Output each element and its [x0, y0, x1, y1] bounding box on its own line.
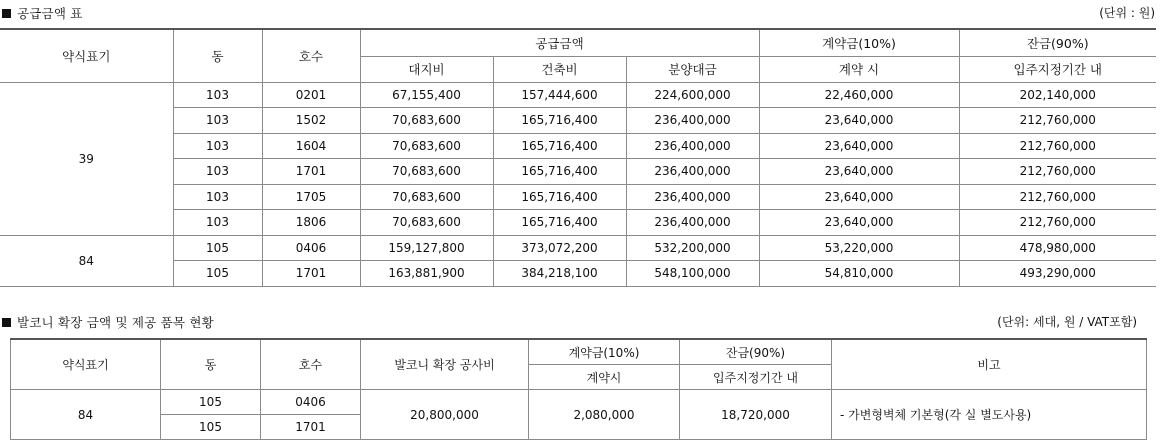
table-row [0, 261, 1156, 287]
balcony-header-balance: 잔금(90%) [680, 339, 832, 365]
balcony-header-deposit: 계약금(10%) [529, 339, 680, 365]
balcony-cost-cell: 20,800,000 [361, 390, 529, 440]
table-row [0, 159, 1156, 185]
supply-price-table [0, 28, 1156, 287]
balance-cell: 202,140,000 [959, 82, 1156, 108]
balcony-header-dong: 동 [161, 339, 261, 390]
balcony-header-ho: 호수 [261, 339, 361, 390]
dong-cell: 103 [173, 108, 262, 134]
balance-cell: 212,760,000 [959, 108, 1156, 134]
header-building-cost: 건축비 [493, 57, 626, 83]
land-cell: 163,881,900 [360, 261, 493, 287]
header-supply-price: 공급금액 [360, 29, 759, 57]
ho-cell: 1806 [262, 210, 360, 236]
sale-cell: 236,400,000 [626, 108, 759, 134]
sale-cell: 236,400,000 [626, 184, 759, 210]
table-row [11, 390, 1147, 415]
balance-cell: 212,760,000 [959, 159, 1156, 185]
ho-cell: 0406 [262, 235, 360, 261]
balcony-section-title [2, 313, 214, 331]
balcony-note-cell: - 가변형벽체 기본형(각 실 별도사용) [832, 390, 1147, 440]
balance-cell: 212,760,000 [959, 184, 1156, 210]
deposit-cell: 23,640,000 [759, 210, 959, 236]
land-cell: 70,683,600 [360, 108, 493, 134]
header-dong: 동 [173, 29, 262, 82]
sale-cell: 548,100,000 [626, 261, 759, 287]
table-row [0, 82, 1156, 108]
dong-cell: 103 [173, 82, 262, 108]
ho-cell: 1701 [262, 159, 360, 185]
header-land-cost: 대지비 [360, 57, 493, 83]
balcony-header-note: 비고 [832, 339, 1147, 390]
building-cell: 165,716,400 [493, 159, 626, 185]
ho-cell: 0201 [262, 82, 360, 108]
balcony-dong-cell: 105 [161, 415, 261, 440]
table-row [0, 210, 1156, 236]
ho-cell: 1604 [262, 133, 360, 159]
balance-cell: 478,980,000 [959, 235, 1156, 261]
dong-cell: 103 [173, 184, 262, 210]
land-cell: 67,155,400 [360, 82, 493, 108]
ho-cell: 1502 [262, 108, 360, 134]
dong-cell: 103 [173, 210, 262, 236]
sale-cell: 236,400,000 [626, 210, 759, 236]
balcony-table [10, 338, 1147, 440]
header-sale-price: 분양대금 [626, 57, 759, 83]
header-ho: 호수 [262, 29, 360, 82]
deposit-cell: 23,640,000 [759, 184, 959, 210]
table-row [0, 235, 1156, 261]
balcony-title-text: 발코니 확장 금액 및 제공 품목 현황 [17, 315, 214, 330]
building-cell: 165,716,400 [493, 184, 626, 210]
sale-cell: 532,200,000 [626, 235, 759, 261]
balance-cell: 493,290,000 [959, 261, 1156, 287]
balcony-header-type: 약식표기 [11, 339, 161, 390]
balcony-header-cost: 발코니 확장 공사비 [361, 339, 529, 390]
building-cell: 165,716,400 [493, 108, 626, 134]
balance-cell: 212,760,000 [959, 210, 1156, 236]
deposit-cell: 53,220,000 [759, 235, 959, 261]
land-cell: 70,683,600 [360, 159, 493, 185]
header-type: 약식표기 [0, 29, 173, 82]
sale-cell: 236,400,000 [626, 159, 759, 185]
dong-cell: 105 [173, 261, 262, 287]
building-cell: 165,716,400 [493, 210, 626, 236]
supply-price-title-text: 공급금액 표 [17, 6, 83, 21]
header-balance-timing: 입주지정기간 내 [959, 57, 1156, 83]
dong-cell: 105 [173, 235, 262, 261]
table-row [0, 133, 1156, 159]
black-square-bullet-icon [2, 9, 11, 18]
supply-price-unit-label: (단위 : 원) [1099, 6, 1155, 20]
land-cell: 70,683,600 [360, 210, 493, 236]
header-deposit-timing: 계약 시 [759, 57, 959, 83]
land-cell: 70,683,600 [360, 133, 493, 159]
deposit-cell: 23,640,000 [759, 159, 959, 185]
deposit-cell: 23,640,000 [759, 108, 959, 134]
dong-cell: 103 [173, 159, 262, 185]
building-cell: 157,444,600 [493, 82, 626, 108]
type-cell: 39 [0, 82, 173, 235]
balcony-ho-cell: 1701 [261, 415, 361, 440]
dong-cell: 103 [173, 133, 262, 159]
balcony-header-deposit-timing: 계약시 [529, 365, 680, 390]
black-square-bullet-icon [2, 318, 11, 327]
balance-cell: 212,760,000 [959, 133, 1156, 159]
deposit-cell: 22,460,000 [759, 82, 959, 108]
balcony-unit-label: (단위: 세대, 원 / VAT포함) [997, 315, 1137, 329]
land-cell: 70,683,600 [360, 184, 493, 210]
deposit-cell: 54,810,000 [759, 261, 959, 287]
building-cell: 165,716,400 [493, 133, 626, 159]
ho-cell: 1701 [262, 261, 360, 287]
land-cell: 159,127,800 [360, 235, 493, 261]
balcony-balance-cell: 18,720,000 [680, 390, 832, 440]
balcony-deposit-cell: 2,080,000 [529, 390, 680, 440]
deposit-cell: 23,640,000 [759, 133, 959, 159]
building-cell: 373,072,200 [493, 235, 626, 261]
balcony-ho-cell: 0406 [261, 390, 361, 415]
table-row [0, 184, 1156, 210]
header-deposit: 계약금(10%) [759, 29, 959, 57]
sale-cell: 236,400,000 [626, 133, 759, 159]
supply-price-section-title [2, 4, 83, 22]
ho-cell: 1705 [262, 184, 360, 210]
building-cell: 384,218,100 [493, 261, 626, 287]
balcony-dong-cell: 105 [161, 390, 261, 415]
table-row [0, 108, 1156, 134]
balcony-type-cell: 84 [11, 390, 161, 440]
type-cell: 84 [0, 235, 173, 286]
header-balance: 잔금(90%) [959, 29, 1156, 57]
sale-cell: 224,600,000 [626, 82, 759, 108]
balcony-header-balance-timing: 입주지정기간 내 [680, 365, 832, 390]
